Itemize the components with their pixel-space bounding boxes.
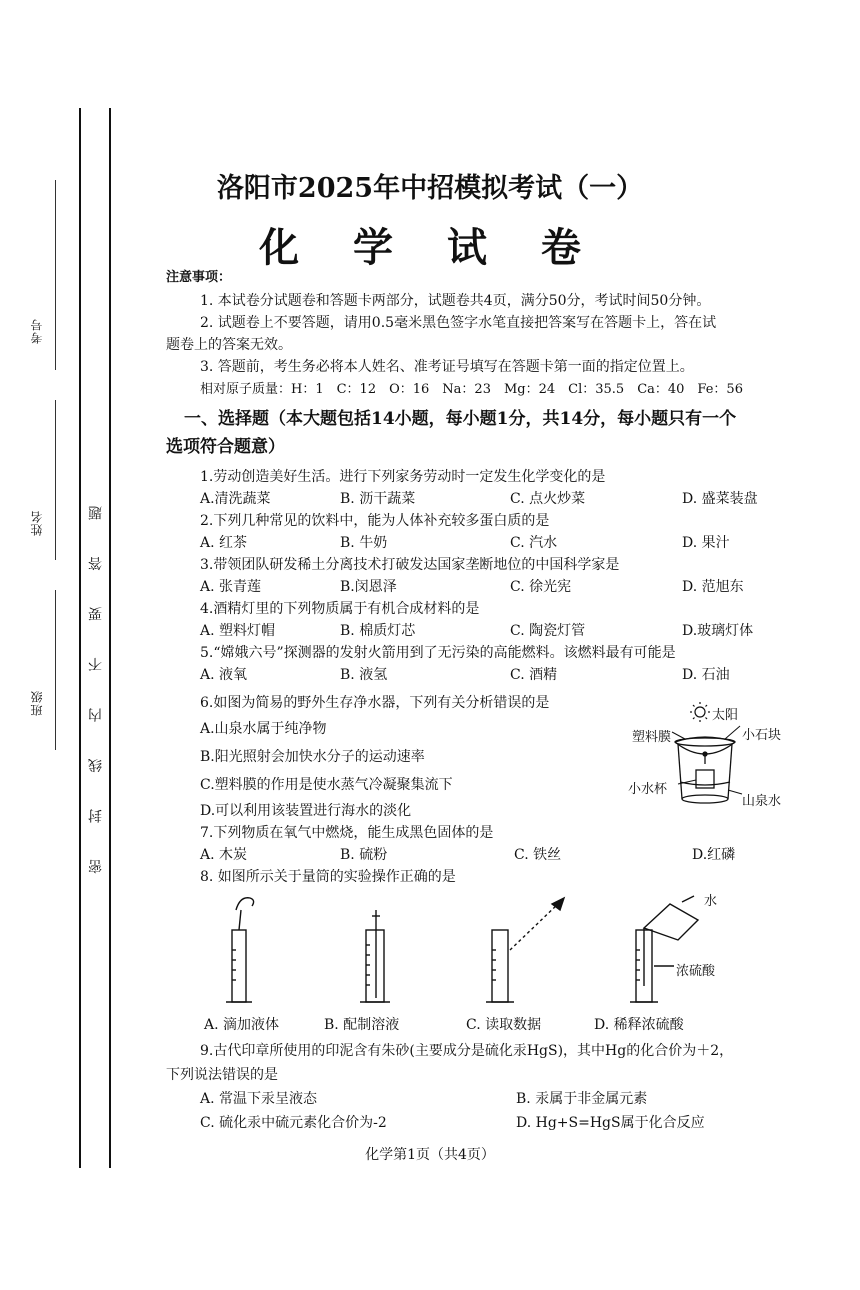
atomic-mass-line: 相对原子质量：H：1 C：12 O：16 Na：23 Mg：24 Cl：35.5 Ca：40 Fe：56 [200, 382, 743, 397]
figure-label-stone: 小石块 [742, 728, 782, 743]
option: D.红磷 [692, 847, 736, 863]
option: D. 范旭东 [682, 579, 744, 595]
exam-number-blank [55, 180, 56, 370]
option: B. 硫粉 [340, 847, 388, 863]
option: D. 稀释浓硫酸 [594, 1017, 684, 1033]
option: C. 陶瓷灯管 [510, 623, 586, 639]
option: D. 盛菜装盘 [682, 491, 758, 507]
notice-heading: 注意事项： [166, 270, 232, 285]
figure-label-cup: 小水杯 [628, 782, 668, 797]
option: B.阳光照射会加快水分子的运动速率 [200, 749, 425, 765]
figure-label-sun: 太阳 [712, 708, 739, 723]
option: D. 石油 [682, 667, 730, 683]
question-stem: 3.带领团队研发稀土分离技术打破发达国家垄断地位的中国科学家是 [200, 557, 620, 573]
cylinder-c [486, 898, 564, 1002]
option: C. 铁丝 [514, 847, 562, 863]
question-stem: 9.古代印章所使用的印泥含有朱砂(主要成分是硫化汞HgS)，其中Hg的化合价为＋2， [200, 1043, 734, 1059]
option: D.可以利用该装置进行海水的淡化 [200, 803, 412, 819]
cylinder-b [360, 910, 390, 1002]
option: D. 果汁 [682, 535, 730, 551]
name-blank [55, 400, 56, 560]
option: C.塑料膜的作用是使水蒸气冷凝聚集流下 [200, 777, 453, 793]
sun-icon [690, 702, 710, 722]
option: A. 红茶 [200, 535, 248, 551]
class-label: 班级 [30, 690, 44, 716]
figure-label-film: 塑料膜 [632, 730, 672, 745]
question-stem-cont: 下列说法错误的是 [166, 1067, 278, 1083]
cylinder-a [226, 898, 254, 1002]
option: C. 读取数据 [466, 1017, 542, 1033]
question-stem: 2.下列几种常见的饮料中，能为人体补充较多蛋白质的是 [200, 513, 550, 529]
option: B. 液氢 [340, 667, 388, 683]
cylinder-d [630, 896, 698, 1002]
option: B. 棉质灯芯 [340, 623, 416, 639]
question-stem: 7.下列物质在氧气中燃烧，能生成黑色固体的是 [200, 825, 494, 841]
option: B. 沥干蔬菜 [340, 491, 416, 507]
option: A. 张青莲 [200, 579, 262, 595]
option: A.山泉水属于纯净物 [200, 721, 327, 737]
option: B.闵恩泽 [340, 579, 397, 595]
option: B. 汞属于非金属元素 [516, 1091, 648, 1107]
graduated-cylinder-figures [200, 890, 720, 1010]
question-stem: 4.酒精灯里的下列物质属于有机合成材料的是 [200, 601, 480, 617]
section-heading-cont: 选项符合题意） [166, 437, 285, 457]
container-drawing [675, 737, 735, 803]
figure-label-acid-d: 浓硫酸 [676, 964, 716, 979]
notice-item: 1. 本试卷分试题卷和答题卡两部分，试题卷共4页，满分50分，考试时间50分钟。 [200, 293, 711, 309]
option: D.玻璃灯体 [682, 623, 754, 639]
notice-item: 2. 试题卷上不要答题，请用0.5毫米黑色签字水笔直接把答案写在答题卡上，答在试 [200, 315, 717, 331]
option: C. 汽水 [510, 535, 558, 551]
option: B. 牛奶 [340, 535, 388, 551]
page-subtitle: 化 学 试 卷 [259, 224, 601, 271]
option: A. 木炭 [200, 847, 248, 863]
section-heading: 一、选择题（本大题包括14小题，每小题1分，共14分，每小题只有一个 [184, 409, 737, 429]
question-stem: 6.如图为简易的野外生存净水器，下列有关分析错误的是 [200, 695, 550, 711]
option: C. 硫化汞中硫元素化合价为-2 [200, 1115, 387, 1131]
question-stem: 5.“嫦娥六号”探测器的发射火箭用到了无污染的高能燃料。该燃料最有可能是 [200, 645, 676, 661]
question-stem: 8. 如图所示关于量筒的实验操作正确的是 [200, 869, 456, 885]
question-stem: 1.劳动创造美好生活。进行下列家务劳动时一定发生化学变化的是 [200, 469, 606, 485]
option: C. 徐光宪 [510, 579, 572, 595]
page-footer: 化学第1页（共4页） [365, 1147, 495, 1163]
option: C. 点火炒菜 [510, 491, 586, 507]
option: A.清洗蔬菜 [200, 491, 271, 507]
class-blank [55, 590, 56, 750]
option: C. 酒精 [510, 667, 558, 683]
figure-label-water-d: 水 [704, 894, 718, 909]
option: A. 常温下汞呈液态 [200, 1091, 318, 1107]
page-title: 洛阳市2025年中招模拟考试（一） [216, 173, 644, 204]
pointer-lines [672, 726, 742, 794]
name-label: 姓名 [30, 510, 44, 536]
notice-item: 题卷上的答案无效。 [166, 337, 292, 353]
seal-line-notice: 密 封 线 内 不 要 答 题 [88, 490, 104, 874]
notice-item: 3. 答题前，考生务必将本人姓名、准考证号填写在答题卡第一面的指定位置上。 [200, 359, 694, 375]
figure-label-water: 山泉水 [742, 794, 782, 809]
exam-number-label: 考号 [30, 318, 44, 344]
option: A. 液氧 [200, 667, 248, 683]
option: A. 塑料灯帽 [200, 623, 276, 639]
option: D. Hg+S=HgS属于化合反应 [516, 1115, 705, 1131]
option: A. 滴加液体 [204, 1017, 280, 1033]
option: B. 配制溶液 [324, 1017, 400, 1033]
